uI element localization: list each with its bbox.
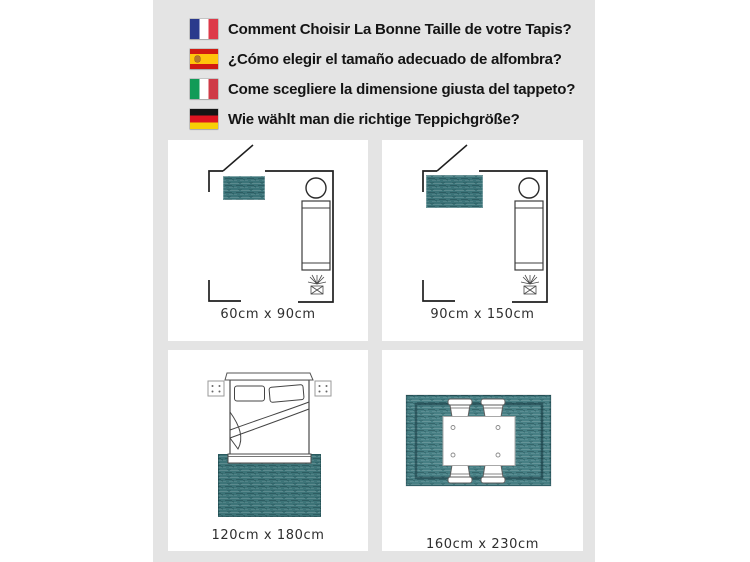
dining-table-on-rug-diagram <box>382 350 582 535</box>
header-row-french <box>190 14 580 44</box>
door-swing <box>437 145 467 171</box>
headboard <box>225 373 313 380</box>
size-label: 60cm x 90cm <box>220 307 316 322</box>
chair-top-right <box>481 399 505 417</box>
panel-rug-90x150 <box>382 140 583 341</box>
sofa <box>515 201 543 270</box>
header-title-german: Wie wählt man die richtige Teppichgröße? <box>228 110 520 128</box>
content-block <box>153 0 595 562</box>
panel-rug-120x180 <box>168 350 368 551</box>
double-bed-on-rug-diagram <box>168 350 368 525</box>
pillow-left <box>235 386 265 401</box>
size-label: 90cm x 150cm <box>430 307 535 322</box>
pillow-right <box>269 385 304 403</box>
header-row-italian <box>190 74 580 104</box>
france-flag-icon <box>190 19 218 39</box>
size-label: 120cm x 180cm <box>211 528 325 543</box>
side-table <box>306 178 326 198</box>
chair-bottom-right <box>481 465 505 483</box>
italy-flag-icon <box>190 79 218 99</box>
bedroom-floorplan-small-rug-diagram <box>168 140 368 305</box>
rug-60x90 <box>223 176 265 200</box>
size-label: 160cm x 230cm <box>425 537 539 552</box>
header-row-spanish <box>190 44 580 74</box>
header-title-french: Comment Choisir La Bonne Taille de votre Tapis? <box>228 20 572 38</box>
germany-flag-icon <box>190 109 218 129</box>
header-title-italian: Come scegliere la dimensione giusta del tappeto? <box>228 80 576 98</box>
rug-90x150 <box>426 175 483 208</box>
panel-rug-160x230 <box>382 350 583 551</box>
door-swing <box>223 145 253 171</box>
plant <box>521 275 539 294</box>
dining-table <box>443 417 515 466</box>
chair-top-left <box>448 399 472 417</box>
chair-bottom-left <box>448 465 472 483</box>
header <box>190 14 580 134</box>
header-row-german <box>190 104 580 134</box>
plant <box>308 275 326 294</box>
nightstand-right <box>315 381 331 396</box>
bed <box>225 373 313 463</box>
nightstand-left <box>208 381 224 396</box>
bedroom-floorplan-medium-rug-diagram <box>382 140 582 305</box>
spain-flag-icon <box>190 49 218 69</box>
panel-rug-60x90 <box>168 140 368 341</box>
footboard <box>228 454 311 463</box>
header-title-spanish: ¿Cómo elegir el tamaño adecuado de alfombra? <box>228 50 562 68</box>
side-table <box>519 178 539 198</box>
sofa <box>302 201 330 270</box>
